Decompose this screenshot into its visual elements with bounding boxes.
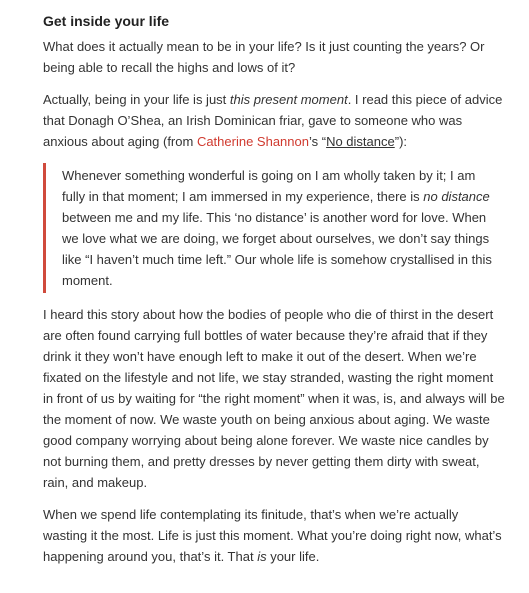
emphasis-text: is bbox=[257, 549, 267, 564]
quote-emphasis: no distance bbox=[423, 189, 490, 204]
text-segment: your life. bbox=[266, 549, 320, 564]
source-link[interactable]: No distance bbox=[326, 134, 395, 149]
text-segment: When we spend life contemplating its finitude, that’s when we’re actually wasting it the most. Life is just this moment. What you’re doing right now, what’s happening around you, that’s it. That bbox=[43, 507, 502, 564]
blockquote-wrapper bbox=[43, 163, 505, 293]
text-segment: . I read this piece of advice that Donagh O’Shea, an Irish Dominican friar, gave to someone who was anxious about aging (from bbox=[43, 92, 503, 149]
quote-segment: Whenever something wonderful is going on I am wholly taken by it; I am fully in that moment; I am immersed in my experience, there is bbox=[62, 168, 476, 204]
author-link[interactable]: Catherine Shannon bbox=[196, 134, 309, 149]
quote-segment: between me and my life. This ‘no distance’ is another word for love. When we love what we are doing, we forget about ourselves, we don’t say things like “I haven’t much time left.” Our whole life is somehow crystallised in this moment. bbox=[62, 210, 492, 288]
paragraph-story: I heard this story about how the bodies of people who die of thirst in the desert are often found carrying full bottles of water because they’re afraid that if they drink it they won’t have enough left to make it out of the desert. When we’re fixated on the lifestyle and not life, we stay stranded, wasting the right moment in front of us by waiting for “the right moment” when it was, is, and always will be the moment of now. We waste youth on being anxious about aging. We waste good company worrying about being alone forever. We waste nice candles by not burning them, and pretty dresses by never getting them dirty with sweat, rain, and makeup. bbox=[43, 307, 505, 490]
paragraph-conclusion bbox=[43, 504, 505, 567]
text-segment: Actually, being in your life is just bbox=[43, 92, 230, 107]
text-segment: ”): bbox=[394, 134, 408, 149]
paragraph-intro: What does it actually mean to be in your life? Is it just counting the years? Or being able to recall the highs and lows of it? bbox=[43, 39, 485, 75]
emphasis-text: this present moment bbox=[229, 92, 348, 107]
blockquote bbox=[43, 163, 495, 293]
paragraph-advice bbox=[43, 89, 505, 152]
section-heading: Get inside your life bbox=[43, 13, 170, 29]
text-segment: ’s “ bbox=[308, 134, 327, 149]
